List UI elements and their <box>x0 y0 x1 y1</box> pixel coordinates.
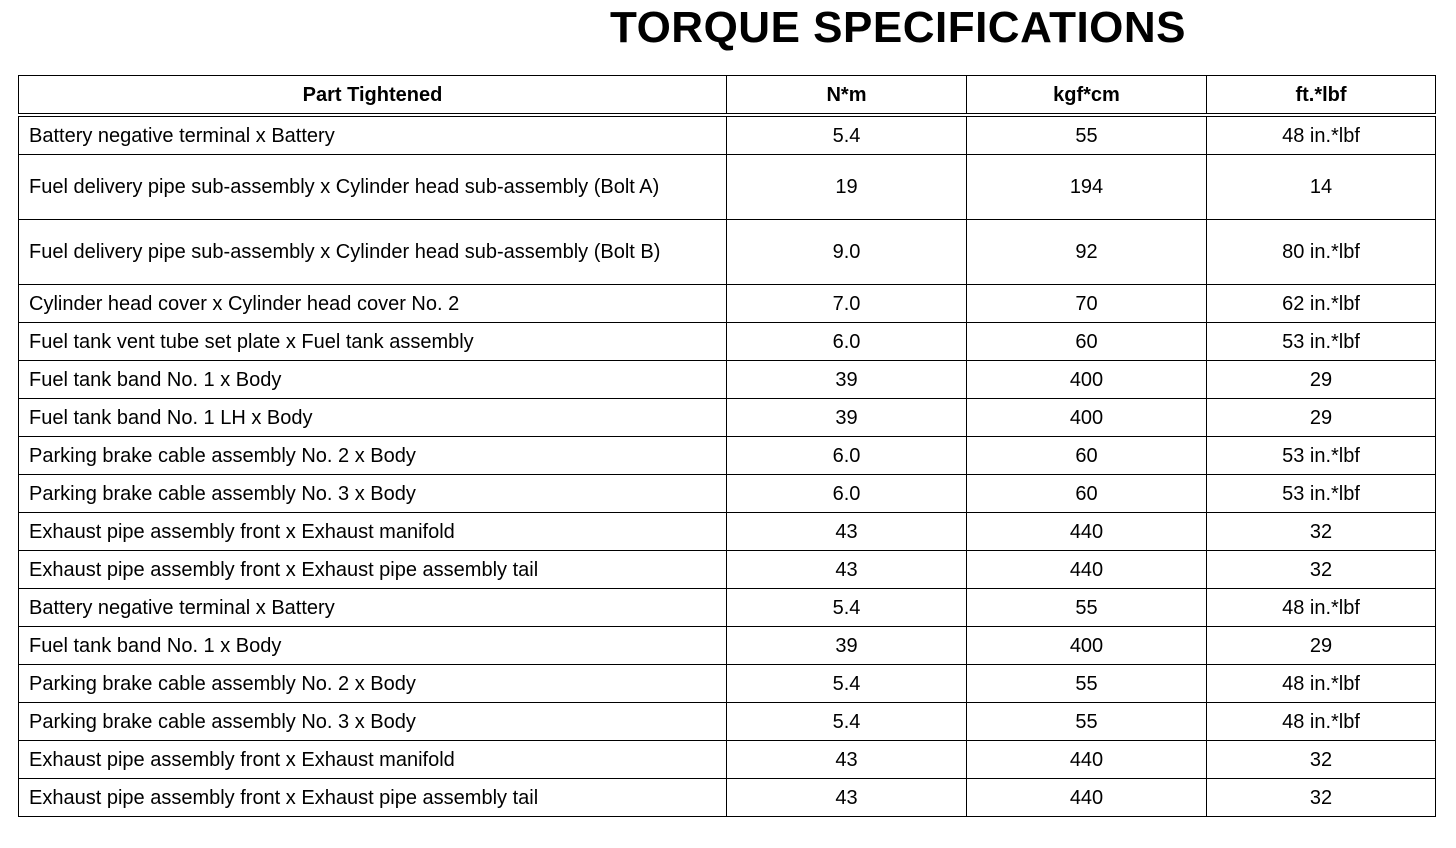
cell-kgf: 440 <box>967 741 1207 779</box>
cell-part: Battery negative terminal x Battery <box>19 589 727 627</box>
cell-ft: 48 in.*lbf <box>1207 115 1436 155</box>
table-row <box>19 589 1436 627</box>
cell-ft: 29 <box>1207 399 1436 437</box>
cell-nm: 43 <box>727 513 967 551</box>
cell-ft: 48 in.*lbf <box>1207 703 1436 741</box>
cell-ft: 48 in.*lbf <box>1207 589 1436 627</box>
cell-ft: 32 <box>1207 551 1436 589</box>
cell-kgf: 400 <box>967 361 1207 399</box>
table-row <box>19 627 1436 665</box>
cell-part: Exhaust pipe assembly front x Exhaust manifold <box>19 741 727 779</box>
cell-nm: 39 <box>727 399 967 437</box>
cell-nm: 43 <box>727 779 967 817</box>
table-header-row <box>19 76 1436 116</box>
cell-kgf: 440 <box>967 513 1207 551</box>
cell-nm: 6.0 <box>727 323 967 361</box>
cell-ft: 53 in.*lbf <box>1207 437 1436 475</box>
cell-nm: 5.4 <box>727 115 967 155</box>
cell-nm: 6.0 <box>727 437 967 475</box>
cell-part: Parking brake cable assembly No. 3 x Body <box>19 475 727 513</box>
cell-kgf: 70 <box>967 285 1207 323</box>
cell-kgf: 400 <box>967 399 1207 437</box>
cell-part: Parking brake cable assembly No. 2 x Body <box>19 437 727 475</box>
cell-part: Fuel tank band No. 1 x Body <box>19 627 727 665</box>
cell-kgf: 400 <box>967 627 1207 665</box>
table-row <box>19 475 1436 513</box>
cell-ft: 62 in.*lbf <box>1207 285 1436 323</box>
header-part-tightened: Part Tightened <box>19 76 727 116</box>
cell-kgf: 440 <box>967 551 1207 589</box>
table-row <box>19 437 1436 475</box>
cell-nm: 5.4 <box>727 703 967 741</box>
table-row <box>19 155 1436 220</box>
cell-ft: 53 in.*lbf <box>1207 323 1436 361</box>
cell-nm: 39 <box>727 361 967 399</box>
cell-ft: 32 <box>1207 513 1436 551</box>
header-ft-lbf: ft.*lbf <box>1207 76 1436 116</box>
cell-nm: 6.0 <box>727 475 967 513</box>
cell-part: Exhaust pipe assembly front x Exhaust manifold <box>19 513 727 551</box>
table-row <box>19 361 1436 399</box>
table-row <box>19 285 1436 323</box>
cell-ft: 29 <box>1207 627 1436 665</box>
cell-nm: 9.0 <box>727 220 967 285</box>
cell-kgf: 55 <box>967 703 1207 741</box>
cell-ft: 32 <box>1207 779 1436 817</box>
cell-part: Fuel tank band No. 1 x Body <box>19 361 727 399</box>
cell-kgf: 194 <box>967 155 1207 220</box>
cell-nm: 43 <box>727 741 967 779</box>
cell-part: Fuel delivery pipe sub-assembly x Cylinder head sub-assembly (Bolt B) <box>19 220 727 285</box>
table-row <box>19 220 1436 285</box>
cell-part: Exhaust pipe assembly front x Exhaust pipe assembly tail <box>19 551 727 589</box>
cell-kgf: 440 <box>967 779 1207 817</box>
cell-part: Fuel tank vent tube set plate x Fuel tank assembly <box>19 323 727 361</box>
cell-nm: 19 <box>727 155 967 220</box>
cell-ft: 14 <box>1207 155 1436 220</box>
cell-kgf: 60 <box>967 437 1207 475</box>
table-row <box>19 703 1436 741</box>
table-row <box>19 741 1436 779</box>
cell-ft: 29 <box>1207 361 1436 399</box>
cell-ft: 80 in.*lbf <box>1207 220 1436 285</box>
table-row <box>19 779 1436 817</box>
table-row <box>19 665 1436 703</box>
torque-spec-table <box>18 75 1436 817</box>
cell-ft: 53 in.*lbf <box>1207 475 1436 513</box>
cell-ft: 48 in.*lbf <box>1207 665 1436 703</box>
cell-nm: 39 <box>727 627 967 665</box>
page-title: TORQUE SPECIFICATIONS <box>610 3 1187 52</box>
header-kgf-cm: kgf*cm <box>967 76 1207 116</box>
header-nm: N*m <box>727 76 967 116</box>
cell-nm: 7.0 <box>727 285 967 323</box>
cell-part: Exhaust pipe assembly front x Exhaust pipe assembly tail <box>19 779 727 817</box>
cell-part: Battery negative terminal x Battery <box>19 115 727 155</box>
cell-part: Parking brake cable assembly No. 2 x Body <box>19 665 727 703</box>
cell-nm: 5.4 <box>727 665 967 703</box>
table-row <box>19 115 1436 155</box>
cell-kgf: 55 <box>967 115 1207 155</box>
table-row <box>19 551 1436 589</box>
table-row <box>19 399 1436 437</box>
cell-part: Fuel delivery pipe sub-assembly x Cylinder head sub-assembly (Bolt A) <box>19 155 727 220</box>
cell-kgf: 55 <box>967 665 1207 703</box>
cell-kgf: 55 <box>967 589 1207 627</box>
cell-kgf: 60 <box>967 475 1207 513</box>
cell-nm: 43 <box>727 551 967 589</box>
cell-nm: 5.4 <box>727 589 967 627</box>
cell-ft: 32 <box>1207 741 1436 779</box>
cell-kgf: 92 <box>967 220 1207 285</box>
cell-part: Fuel tank band No. 1 LH x Body <box>19 399 727 437</box>
cell-part: Cylinder head cover x Cylinder head cover No. 2 <box>19 285 727 323</box>
table-row <box>19 323 1436 361</box>
table-row <box>19 513 1436 551</box>
cell-part: Parking brake cable assembly No. 3 x Body <box>19 703 727 741</box>
cell-kgf: 60 <box>967 323 1207 361</box>
